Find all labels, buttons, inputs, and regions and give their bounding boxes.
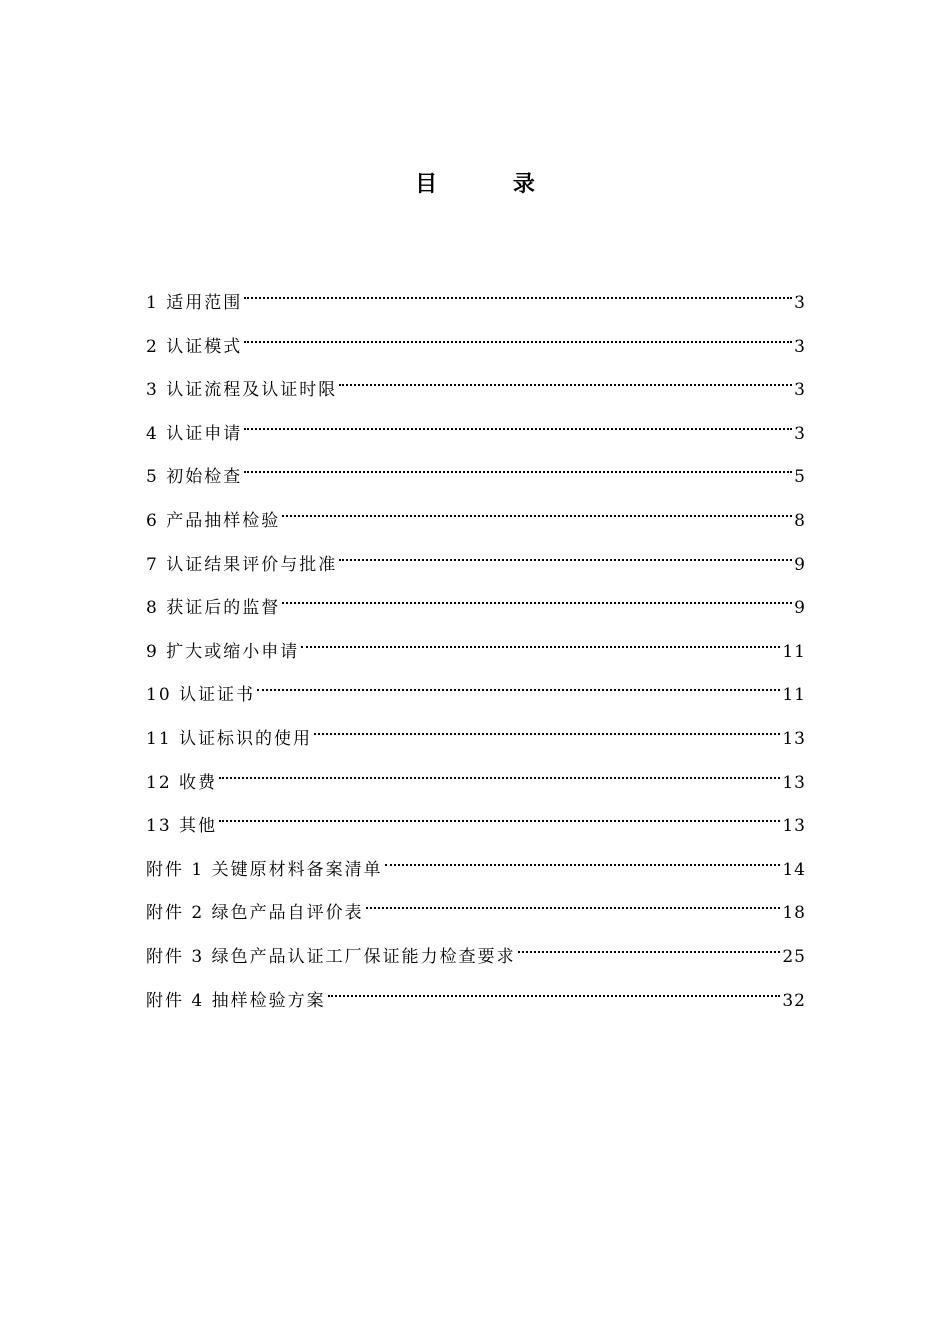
- toc-entry-page: 3: [794, 336, 806, 357]
- toc-entry[interactable]: [146, 278, 806, 322]
- toc-entry-page: 18: [782, 903, 806, 924]
- toc-entry[interactable]: [146, 322, 806, 366]
- dot-leader: [244, 409, 792, 439]
- toc-entry-label: 4 认证申请: [146, 423, 243, 444]
- dot-leader: [257, 670, 780, 700]
- toc-entry-label: 3 认证流程及认证时限: [146, 380, 338, 401]
- page-title: 目 录: [415, 171, 569, 197]
- toc-entry[interactable]: [146, 801, 806, 845]
- toc-entry[interactable]: [146, 714, 806, 758]
- table-of-contents: [146, 278, 806, 1019]
- toc-entry-page: 11: [782, 641, 806, 662]
- toc-entry-label: 10 认证证书: [146, 685, 256, 706]
- toc-entry-page: 13: [782, 728, 806, 749]
- dot-leader: [314, 714, 780, 744]
- toc-entry-label: 附件 4 抽样检验方案: [146, 990, 326, 1011]
- dot-leader: [339, 540, 792, 570]
- toc-entry[interactable]: [146, 540, 806, 584]
- toc-entry-page: 8: [794, 510, 806, 531]
- toc-entry-label: 8 获证后的监督: [146, 598, 281, 619]
- toc-entry-label: 12 收费: [146, 772, 218, 793]
- toc-entry-label: 附件 1 关键原材料备案清单: [146, 859, 383, 880]
- toc-entry[interactable]: [146, 845, 806, 889]
- toc-entry-label: 13 其他: [146, 816, 218, 837]
- toc-entry-label: 5 初始检查: [146, 467, 243, 488]
- toc-entry[interactable]: [146, 758, 806, 802]
- toc-entry-page: 13: [782, 772, 806, 793]
- toc-entry-page: 9: [794, 554, 806, 575]
- toc-entry[interactable]: [146, 888, 806, 932]
- dot-leader: [219, 758, 780, 788]
- toc-entry[interactable]: [146, 976, 806, 1020]
- toc-entry-page: 11: [782, 685, 806, 706]
- dot-leader: [385, 845, 781, 875]
- toc-entry-page: 25: [782, 946, 806, 967]
- toc-entry-label: 6 产品抽样检验: [146, 510, 281, 531]
- toc-entry-page: 3: [794, 380, 806, 401]
- dot-leader: [244, 452, 792, 482]
- toc-entry-page: 3: [794, 423, 806, 444]
- toc-entry[interactable]: [146, 409, 806, 453]
- dot-leader: [282, 496, 792, 526]
- toc-entry-label: 2 认证模式: [146, 336, 243, 357]
- toc-entry-label: 1 适用范围: [146, 293, 243, 313]
- toc-entry[interactable]: [146, 496, 806, 540]
- toc-entry-page: 32: [782, 990, 806, 1011]
- toc-entry-page: 3: [794, 293, 806, 313]
- toc-entry[interactable]: [146, 452, 806, 496]
- dot-leader: [328, 976, 781, 1006]
- toc-entry[interactable]: [146, 670, 806, 714]
- toc-entry-page: 13: [782, 816, 806, 837]
- dot-leader: [244, 322, 792, 352]
- toc-entry-label: 附件 3 绿色产品认证工厂保证能力检查要求: [146, 946, 516, 967]
- toc-entry-label: 附件 2 绿色产品自评价表: [146, 903, 364, 924]
- toc-entry-label: 7 认证结果评价与批准: [146, 554, 338, 575]
- toc-entry-label: 9 扩大或缩小申请: [146, 641, 300, 662]
- dot-leader: [244, 278, 792, 308]
- toc-entry-page: 9: [794, 598, 806, 619]
- toc-entry-page: 5: [794, 467, 806, 488]
- toc-entry-page: 14: [782, 859, 806, 880]
- toc-entry[interactable]: [146, 365, 806, 409]
- toc-entry[interactable]: [146, 932, 806, 976]
- toc-entry[interactable]: [146, 583, 806, 627]
- dot-leader: [301, 627, 780, 657]
- toc-entry-label: 11 认证标识的使用: [146, 728, 313, 749]
- dot-leader: [366, 888, 781, 918]
- dot-leader: [339, 365, 792, 395]
- dot-leader: [518, 932, 781, 962]
- dot-leader: [282, 583, 792, 613]
- dot-leader: [219, 801, 780, 831]
- toc-entry[interactable]: [146, 627, 806, 671]
